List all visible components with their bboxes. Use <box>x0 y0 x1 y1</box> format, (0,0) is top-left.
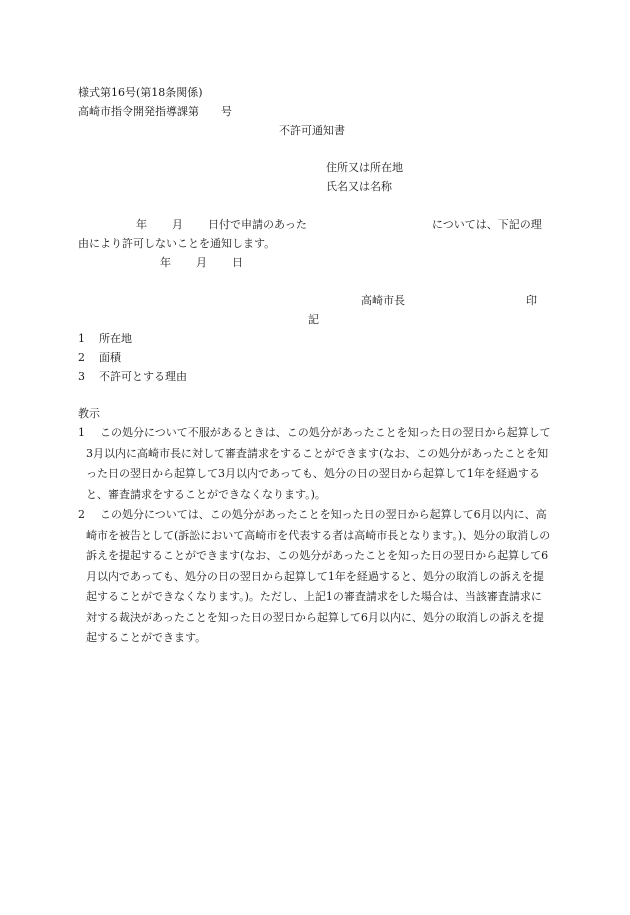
notice-item-text: この処分について不服があるときは、この処分があったことを知った日の翌日から起算して3月以内に高崎市長に対して審査請求をすることができます(なお、この処分があったことを知った日の翌日から起算して3月以内であっても、処分の日の翌日から起算して1年を経過すると、審査請求をすることができなくなります。)。 <box>86 426 551 501</box>
item-label: 面積 <box>99 351 121 364</box>
recipient-name-label: 氏名又は名称 <box>326 180 392 193</box>
ki-heading: 記 <box>308 313 319 326</box>
notice-item-2 <box>78 505 552 649</box>
recipient-address-label: 住所又は所在地 <box>326 161 403 174</box>
body-subject-phrase: については、下記の理 <box>432 218 542 231</box>
issue-date-day: 日 <box>232 256 243 269</box>
list-item <box>78 370 187 384</box>
list-item <box>78 351 121 365</box>
form-label: 様式第16号(第18条関係) <box>78 86 203 99</box>
item-number: 2 <box>78 351 85 364</box>
notice-item-1 <box>78 423 552 505</box>
issue-date-month: 月 <box>196 256 207 269</box>
item-label: 不許可とする理由 <box>99 370 187 383</box>
notice-item-number: 2 <box>78 508 85 521</box>
list-item <box>78 332 132 346</box>
document-title: 不許可通知書 <box>279 124 345 137</box>
notice-heading: 教示 <box>78 407 100 420</box>
body-date-year: 年 <box>136 218 147 231</box>
body-date-phrase: 日付で申請のあった <box>208 218 307 231</box>
item-label: 所在地 <box>99 332 132 345</box>
issue-date-year: 年 <box>160 256 171 269</box>
document-number: 高崎市指令開発指導課第 号 <box>78 105 232 118</box>
issuer-name: 高崎市長 <box>361 294 405 307</box>
item-number: 3 <box>78 370 85 383</box>
item-number: 1 <box>78 332 85 345</box>
body-date-month: 月 <box>172 218 183 231</box>
seal-mark: 印 <box>526 294 537 307</box>
notice-item-text: この処分については、この処分があったことを知った日の翌日から起算して6月以内に、高崎市を被告として(訴訟において高崎市を代表する者は高崎市長となります。)、処分の取消しの訴えを提起することができます(なお、この処分があったことを知った日の翌日から起算して6月以内であっても、処分の日の翌日から起算して1年を経過すると、処分の取消しの訴えを提起することができなくなります。)。ただし、上記1の審査請求をした場合は、当該審査請求に対する裁決があったことを知った日の翌日から起算して6月以内に、処分の取消しの訴えを提起することができます。 <box>86 508 551 644</box>
notice-item-number: 1 <box>78 426 85 439</box>
body-continuation: 由により許可しないことを通知します。 <box>78 237 276 250</box>
